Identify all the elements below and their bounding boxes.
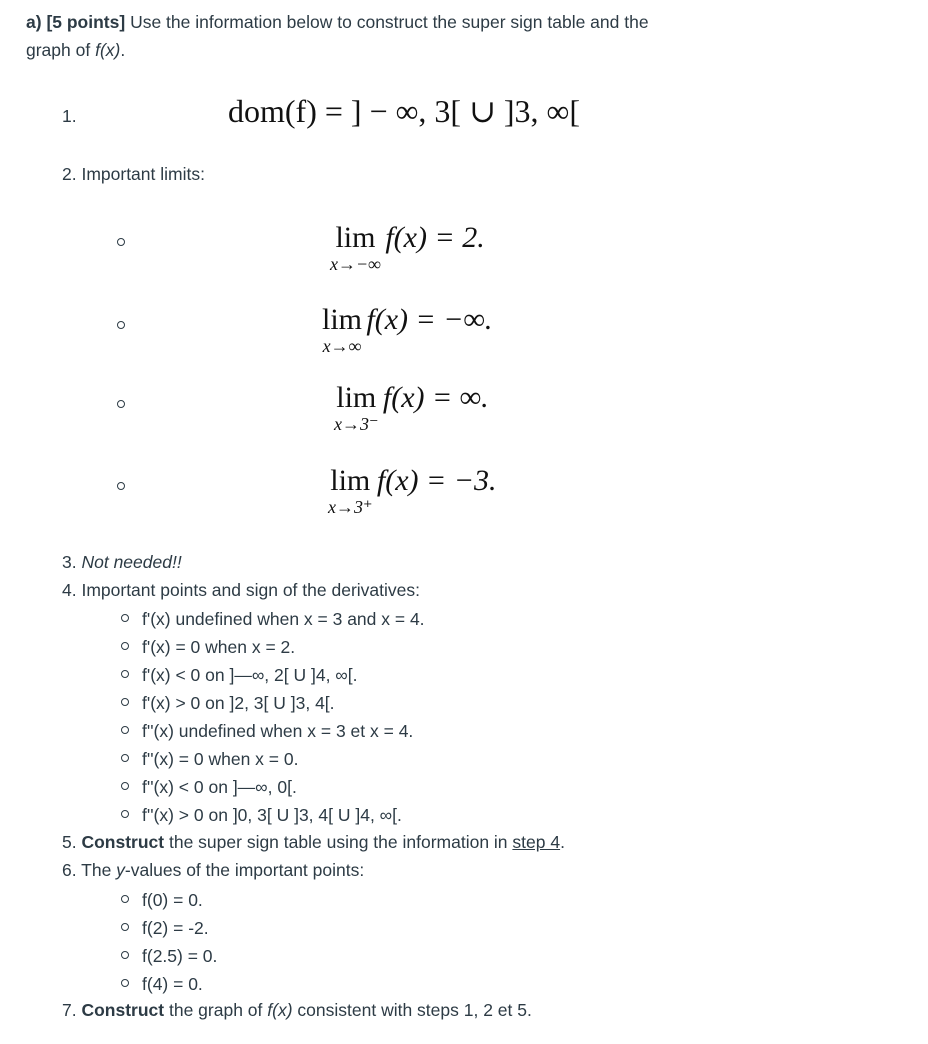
step4-item: f'(x) = 0 when x = 2. — [142, 637, 296, 657]
header-text-1: Use the information below to construct the super sign table and the — [130, 12, 649, 32]
bullet-circle — [121, 810, 129, 818]
limit-2: lim x→∞ f(x) = −∞. — [322, 303, 493, 356]
limit-4: lim x→3⁺ f(x) = −3. — [328, 464, 497, 517]
step3: 3. Not needed!! — [62, 552, 182, 572]
step4-label: 4. Important points and sign of the derivatives: — [62, 580, 420, 600]
bullet-circle — [117, 400, 125, 408]
step4-item: f'(x) undefined when x = 3 and x = 4. — [142, 609, 425, 629]
step4-item: f'(x) < 0 on ]—∞, 2[ U ]4, ∞[. — [142, 665, 358, 685]
step4-link[interactable]: step 4 — [512, 832, 561, 852]
bullet-circle — [117, 321, 125, 329]
step6-item: f(2) = -2. — [142, 918, 209, 938]
step2-label: 2. Important limits: — [62, 164, 205, 184]
step4-item: f''(x) < 0 on ]—∞, 0[. — [142, 777, 297, 797]
bullet-circle — [121, 726, 129, 734]
bullet-circle — [121, 754, 129, 762]
bullet-circle — [117, 482, 125, 490]
bullet-circle — [121, 923, 129, 931]
step4-item: f'(x) > 0 on ]2, 3[ U ]3, 4[. — [142, 693, 335, 713]
step6-item: f(4) = 0. — [142, 974, 203, 994]
step6-label: 6. The y-values of the important points: — [62, 860, 365, 880]
question-header — [26, 8, 649, 36]
step4-item: f''(x) = 0 when x = 0. — [142, 749, 299, 769]
bullet-circle — [121, 698, 129, 706]
step4-item: f''(x) > 0 on ]0, 3[ U ]3, 4[ U ]4, ∞[. — [142, 805, 402, 825]
bullet-circle — [121, 670, 129, 678]
step7: 7. Construct the graph of f(x) consistent with steps 1, 2 et 5. — [62, 1000, 532, 1020]
bullet-circle — [121, 979, 129, 987]
step1-number: 1. — [62, 106, 77, 126]
bullet-circle — [121, 782, 129, 790]
bullet-circle — [121, 951, 129, 959]
bullet-circle — [121, 895, 129, 903]
limit-1: lim x→−∞ f(x) = 2. — [330, 221, 485, 274]
bullet-circle — [117, 238, 125, 246]
bullet-circle — [121, 642, 129, 650]
domain-expression: dom(f) = ] − ∞, 3[ ∪ ]3, ∞[ — [228, 93, 581, 129]
limit-3: lim x→3⁻ f(x) = ∞. — [334, 381, 489, 434]
question-header-line2: graph of f(x). — [26, 40, 126, 60]
part-label: a) — [26, 12, 42, 32]
bullet-circle — [121, 614, 129, 622]
step4-item: f''(x) undefined when x = 3 et x = 4. — [142, 721, 414, 741]
step6-item: f(2.5) = 0. — [142, 946, 218, 966]
points-label: [5 points] — [46, 12, 126, 32]
step6-item: f(0) = 0. — [142, 890, 203, 910]
step5: 5. Construct the super sign table using the information in step 4. — [62, 832, 565, 852]
